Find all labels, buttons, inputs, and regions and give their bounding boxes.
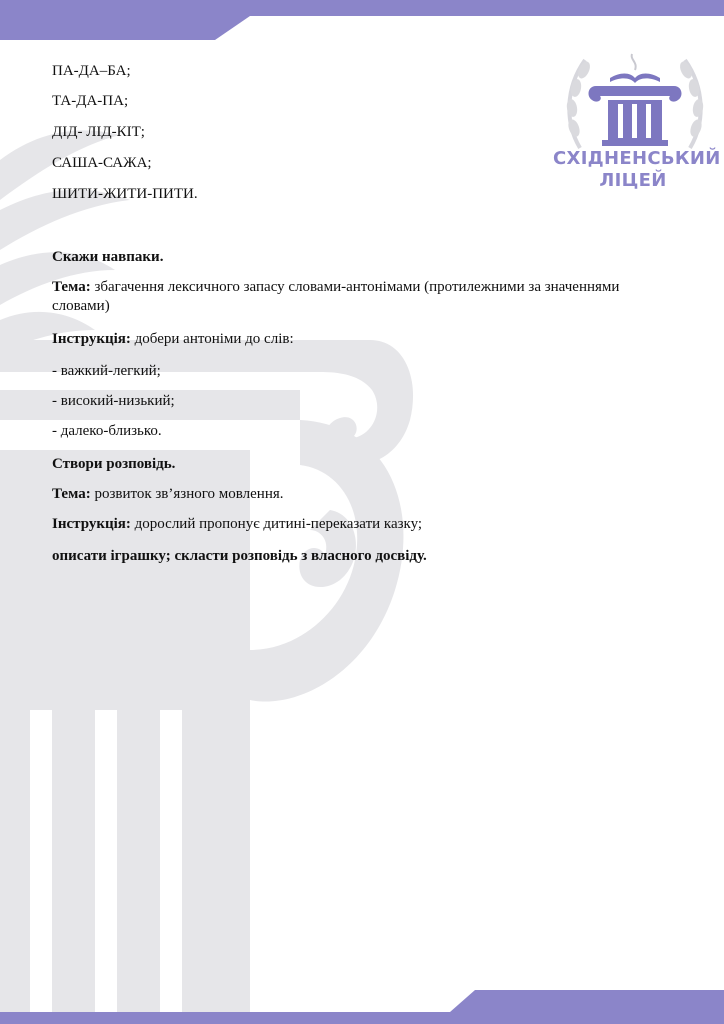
syllable-line-5: ШИТИ-ЖИТИ-ПИТИ. bbox=[52, 186, 198, 202]
logo-text bbox=[553, 148, 721, 192]
task1-theme-label: Тема: bbox=[52, 279, 91, 295]
syllable-line-3: ДІД- ЛІД-КІТ; bbox=[52, 124, 145, 140]
syllable-line-1: ПА-ДА–БА; bbox=[52, 63, 131, 79]
task1-instruction bbox=[52, 330, 294, 349]
task1-item-3: - далеко-близько. bbox=[52, 423, 162, 439]
footer-band bbox=[0, 990, 724, 1024]
task1-theme bbox=[52, 278, 652, 316]
logo-line2: ЛІЦЕЙ bbox=[599, 170, 667, 191]
task2-title: Створи розповідь. bbox=[52, 456, 176, 472]
task1-item-2: - високий-низький; bbox=[52, 393, 175, 409]
logo-line1: СХІДНЕНСЬКИЙ bbox=[553, 148, 721, 169]
task2-instr-text: дорослий пропонує дитині-переказати казку; bbox=[130, 516, 423, 532]
task1-theme-text: збагачення лексичного запасу словами-антонімами (протилежними за значеннями словами) bbox=[52, 279, 620, 314]
task1-instr-label: Інструкція: bbox=[52, 331, 131, 347]
task2-theme-text: розвиток зв’язного мовлення. bbox=[90, 486, 284, 502]
task2-instruction bbox=[52, 515, 422, 534]
syllable-line-4: САША-САЖА; bbox=[52, 155, 152, 171]
task1-item-1: - важкий-легкий; bbox=[52, 363, 161, 379]
task2-bold-line: описати іграшку; скласти розповідь з власного досвіду. bbox=[52, 548, 427, 564]
task2-theme bbox=[52, 485, 284, 504]
task1-instr-text: добери антоніми до слів: bbox=[130, 331, 294, 347]
task1-title: Скажи навпаки. bbox=[52, 249, 164, 265]
task2-instr-label: Інструкція: bbox=[52, 516, 131, 532]
syllable-line-2: ТА-ДА-ПА; bbox=[52, 93, 129, 109]
task2-theme-label: Тема: bbox=[52, 486, 91, 502]
header-band bbox=[0, 0, 724, 40]
